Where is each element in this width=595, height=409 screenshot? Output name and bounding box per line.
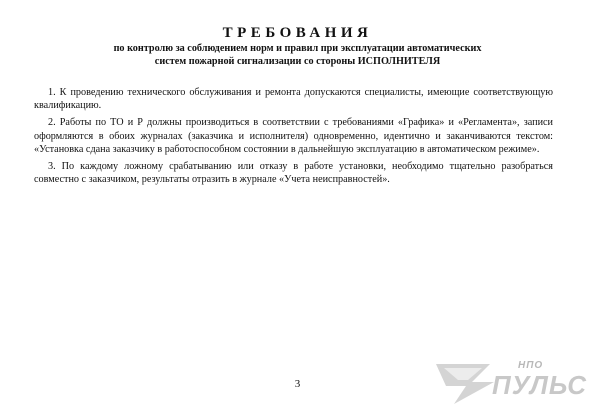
subtitle-line-1: по контролю за соблюдением норм и правил при эксплуатации автоматических xyxy=(113,43,482,54)
document-subtitle xyxy=(40,42,555,68)
subtitle-line-2: систем пожарной сигнализации со стороны ИСПОЛНИТЕЛЯ xyxy=(154,56,441,67)
logo-small-text: НПО xyxy=(518,360,544,371)
requirement-paragraph-2: 2. Работы по ТО и Р должны производиться в соответствии с требованиями «Графика» и «Регламента», записи оформляются в обоих журналах (заказчика и исполнителя) одновременно, идентично и заканчиваются текстом: «Установка сдана заказчику в работоспособном состоянии в дальнейшую эксплуатацию в автоматическом режиме». xyxy=(34,117,553,155)
page-number: 3 xyxy=(294,378,301,390)
requirements-body xyxy=(34,86,553,190)
document-title: ТРЕБОВАНИЯ xyxy=(222,25,373,41)
requirement-paragraph-1: 1. К проведению технического обслуживания и ремонта допускаются специалисты, имеющие соответствующую квалификацию. xyxy=(34,87,553,112)
npo-puls-logo xyxy=(432,356,592,406)
logo-big-text: ПУЛЬС xyxy=(492,370,588,400)
requirement-paragraph-3: 3. По каждому ложному срабатыванию или отказу в работе установки, необходимо тщательно разобраться совместно с заказчиком, результаты отразить в журнале «Учета неисправностей». xyxy=(34,161,553,186)
